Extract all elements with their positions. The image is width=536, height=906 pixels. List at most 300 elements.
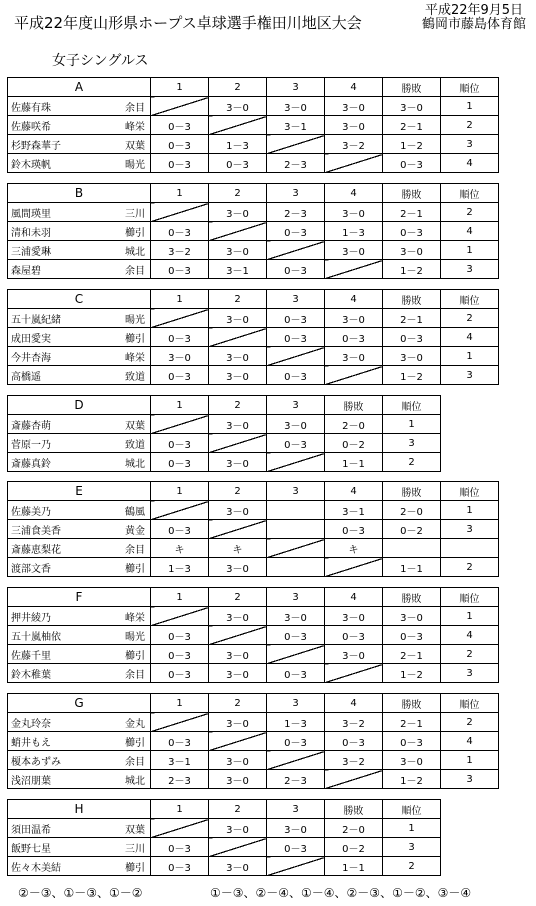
match-score: 0－3 (151, 366, 209, 385)
player-cell (8, 135, 151, 154)
self-cell (209, 328, 267, 347)
wins-header: 勝敗 (383, 694, 441, 713)
match-score: 0－3 (151, 838, 209, 857)
player-name: 成田愛実 (11, 333, 51, 345)
match-score: 0－3 (151, 328, 209, 347)
player-row (8, 626, 499, 645)
player-name: 鈴木稚葉 (11, 669, 51, 681)
win-loss: 1－2 (383, 260, 441, 279)
player-name: 菅原一乃 (11, 439, 51, 451)
self-cell (151, 607, 209, 626)
player-cell (8, 97, 151, 116)
self-cell (151, 501, 209, 520)
match-score: 3－1 (267, 116, 325, 135)
rank: 3 (441, 135, 499, 154)
player-row (8, 116, 499, 135)
match-score: 3－0 (209, 241, 267, 260)
player-name: 五十嵐紀緒 (11, 314, 61, 326)
win-loss: 2－0 (325, 415, 383, 434)
player-club: 双葉 (125, 420, 145, 432)
group-letter: G (8, 694, 151, 713)
column-number: 1 (151, 694, 209, 713)
column-number: 1 (151, 588, 209, 607)
player-club: 城北 (125, 458, 145, 470)
player-row (8, 154, 499, 173)
player-name: 佐藤有珠 (11, 102, 51, 114)
match-order-4: ①－③、②－④、①－④、②－③、①－②、③－④ (210, 886, 472, 900)
win-loss: 0－3 (383, 328, 441, 347)
player-club: 暘光 (125, 314, 145, 326)
player-cell (8, 116, 151, 135)
rank: 2 (441, 645, 499, 664)
wins-header: 勝敗 (383, 78, 441, 97)
match-score: 3－1 (209, 260, 267, 279)
match-score: 0－3 (151, 434, 209, 453)
column-number: 3 (267, 184, 325, 203)
match-score: 3－1 (151, 751, 209, 770)
column-number: 4 (325, 482, 383, 501)
group-letter: D (8, 396, 151, 415)
column-number: 1 (151, 184, 209, 203)
rank: 1 (441, 751, 499, 770)
self-cell (209, 732, 267, 751)
player-row (8, 713, 499, 732)
match-score: 0－3 (267, 626, 325, 645)
rank: 2 (441, 713, 499, 732)
rank-header: 順位 (441, 78, 499, 97)
match-score: 3－0 (209, 713, 267, 732)
player-row (8, 415, 441, 434)
win-loss: 3－0 (383, 347, 441, 366)
player-row (8, 501, 499, 520)
column-number: 3 (267, 694, 325, 713)
player-club: 黄金 (125, 525, 145, 537)
rank: 1 (441, 241, 499, 260)
player-cell (8, 415, 151, 434)
match-score: 0－3 (267, 260, 325, 279)
player-row (8, 607, 499, 626)
win-loss: 2－1 (383, 309, 441, 328)
match-score: 3－1 (325, 501, 383, 520)
win-loss: 0－3 (383, 222, 441, 241)
column-number: 4 (325, 290, 383, 309)
match-score: 3－0 (325, 203, 383, 222)
match-score: 3－0 (209, 770, 267, 789)
match-score: 2－3 (267, 154, 325, 173)
match-score: 3－0 (325, 241, 383, 260)
match-score: 0－3 (267, 222, 325, 241)
match-score: 0－3 (267, 366, 325, 385)
win-loss: 3－0 (383, 751, 441, 770)
rank: 3 (441, 664, 499, 683)
self-cell (209, 116, 267, 135)
column-number: 3 (267, 800, 325, 819)
player-club: 双葉 (125, 140, 145, 152)
match-score: 3－0 (209, 203, 267, 222)
column-number: 2 (209, 482, 267, 501)
player-club: 金丸 (125, 718, 145, 730)
self-cell (209, 838, 267, 857)
self-cell (209, 626, 267, 645)
player-club: 櫛引 (125, 333, 145, 345)
win-loss: 1－1 (383, 558, 441, 577)
match-score: 0－3 (151, 857, 209, 876)
column-number: 3 (267, 78, 325, 97)
match-score: 2－3 (267, 770, 325, 789)
player-name: 佐藤千里 (11, 650, 51, 662)
match-score: 3－0 (267, 415, 325, 434)
column-number: 2 (209, 396, 267, 415)
rank (441, 539, 499, 558)
match-score: 0－3 (267, 664, 325, 683)
match-score: 0－3 (267, 328, 325, 347)
match-score: 3－0 (325, 347, 383, 366)
column-number: 2 (209, 800, 267, 819)
self-cell (267, 135, 325, 154)
player-row (8, 347, 499, 366)
win-loss: 0－2 (325, 838, 383, 857)
player-name: 金丸玲奈 (11, 718, 51, 730)
rank: 4 (441, 732, 499, 751)
match-score: 3－0 (209, 645, 267, 664)
player-row (8, 664, 499, 683)
self-cell (267, 241, 325, 260)
group-letter: F (8, 588, 151, 607)
player-row (8, 241, 499, 260)
venue: 鶴岡市藤島体育館 (421, 17, 526, 32)
player-name: 佐々木美結 (11, 862, 61, 874)
match-score: 3－0 (267, 819, 325, 838)
match-score: 1－3 (325, 222, 383, 241)
match-score: 3－0 (325, 645, 383, 664)
match-score: 2－3 (151, 770, 209, 789)
group-table-g (7, 693, 499, 789)
win-loss: 1－2 (383, 664, 441, 683)
column-number: 2 (209, 290, 267, 309)
rank-header: 順位 (441, 184, 499, 203)
player-cell (8, 819, 151, 838)
match-score: 0－3 (267, 732, 325, 751)
player-cell (8, 520, 151, 539)
player-row (8, 366, 499, 385)
player-name: 森屋碧 (11, 265, 41, 277)
match-score: 3－0 (209, 453, 267, 472)
column-number: 4 (325, 694, 383, 713)
win-loss: 1－2 (383, 135, 441, 154)
self-cell (151, 203, 209, 222)
self-cell (267, 751, 325, 770)
group-table-a (7, 77, 499, 173)
self-cell (151, 415, 209, 434)
match-score: 2－3 (267, 203, 325, 222)
player-name: 渡部文香 (11, 563, 51, 575)
player-row (8, 135, 499, 154)
match-score: 3－2 (325, 713, 383, 732)
self-cell (209, 520, 267, 539)
rank: 1 (383, 415, 441, 434)
group-letter: E (8, 482, 151, 501)
column-number: 2 (209, 694, 267, 713)
player-name: 杉野森華子 (11, 140, 61, 152)
player-club: 三川 (125, 208, 145, 220)
player-club: 城北 (125, 775, 145, 787)
rank-header: 順位 (441, 694, 499, 713)
match-score: 3－0 (267, 97, 325, 116)
self-cell (325, 154, 383, 173)
self-cell (325, 770, 383, 789)
player-club: 余目 (125, 756, 145, 768)
column-number: 2 (209, 78, 267, 97)
player-club: 双葉 (125, 824, 145, 836)
rank: 1 (441, 607, 499, 626)
win-loss: 1－1 (325, 453, 383, 472)
player-cell (8, 347, 151, 366)
win-loss: 1－1 (325, 857, 383, 876)
event-date: 平成22年9月5日 (424, 3, 524, 18)
player-cell (8, 203, 151, 222)
player-name: 今井杏海 (11, 352, 51, 364)
match-score: 3－0 (325, 607, 383, 626)
self-cell (325, 366, 383, 385)
column-number: 4 (325, 184, 383, 203)
player-club: 三川 (125, 843, 145, 855)
player-cell (8, 434, 151, 453)
self-cell (267, 453, 325, 472)
column-number: 1 (151, 396, 209, 415)
player-name: 蛸井もえ (11, 737, 51, 749)
player-cell (8, 607, 151, 626)
group-table-c (7, 289, 499, 385)
player-cell (8, 770, 151, 789)
player-name: 清和未羽 (11, 227, 51, 239)
win-loss: 2－1 (383, 203, 441, 222)
player-club: 暘光 (125, 159, 145, 171)
player-cell (8, 732, 151, 751)
match-score: 3－2 (151, 241, 209, 260)
player-row (8, 857, 441, 876)
player-row (8, 260, 499, 279)
match-score: 3－0 (209, 366, 267, 385)
group-table-h (7, 799, 441, 876)
player-club: 城北 (125, 246, 145, 258)
player-club: 櫛引 (125, 650, 145, 662)
wins-header: 勝敗 (325, 800, 383, 819)
player-cell (8, 664, 151, 683)
self-cell (325, 664, 383, 683)
match-score: 0－3 (325, 732, 383, 751)
win-loss: 1－2 (383, 770, 441, 789)
column-number: 3 (267, 396, 325, 415)
player-cell (8, 154, 151, 173)
player-name: 榎本あずみ (11, 756, 61, 768)
match-score: 0－3 (151, 222, 209, 241)
wins-header: 勝敗 (383, 290, 441, 309)
match-score (267, 520, 325, 539)
match-score: キ (209, 539, 267, 558)
player-row (8, 453, 441, 472)
player-club: 余目 (125, 544, 145, 556)
column-number: 3 (267, 588, 325, 607)
player-cell (8, 626, 151, 645)
match-score: キ (151, 539, 209, 558)
player-cell (8, 366, 151, 385)
column-number: 1 (151, 78, 209, 97)
player-club: 櫛引 (125, 563, 145, 575)
player-name: 佐藤咲希 (11, 121, 51, 133)
rank: 2 (383, 453, 441, 472)
rank-header: 順位 (441, 588, 499, 607)
rank: 2 (383, 857, 441, 876)
group-table-b (7, 183, 499, 279)
rank: 4 (441, 222, 499, 241)
tournament-title: 平成22年度山形県ホープス卓球選手権田川地区大会 (14, 14, 362, 32)
match-score: 1－3 (267, 713, 325, 732)
rank: 2 (441, 203, 499, 222)
player-row (8, 732, 499, 751)
player-club: 櫛引 (125, 227, 145, 239)
rank: 3 (383, 838, 441, 857)
match-score: 0－3 (267, 309, 325, 328)
rank: 3 (441, 770, 499, 789)
match-score: 0－3 (151, 116, 209, 135)
self-cell (267, 645, 325, 664)
player-row (8, 222, 499, 241)
win-loss: 2－0 (325, 819, 383, 838)
match-score: 0－3 (267, 838, 325, 857)
group-table-f (7, 587, 499, 683)
player-cell (8, 713, 151, 732)
player-club: 余目 (125, 669, 145, 681)
player-name: 斎藤杏萌 (11, 420, 51, 432)
match-score: 0－3 (325, 626, 383, 645)
player-row (8, 770, 499, 789)
player-name: 飯野七星 (11, 843, 51, 855)
event-subtitle: 女子シングルス (52, 53, 149, 69)
group-letter: A (8, 78, 151, 97)
player-cell (8, 222, 151, 241)
match-score: 3－0 (151, 347, 209, 366)
column-number: 3 (267, 290, 325, 309)
match-score: 0－3 (151, 260, 209, 279)
player-club: 峰栄 (125, 612, 145, 624)
self-cell (151, 97, 209, 116)
player-name: 三浦食美香 (11, 525, 61, 537)
rank: 2 (441, 309, 499, 328)
player-cell (8, 328, 151, 347)
match-score: 1－3 (209, 135, 267, 154)
player-name: 佐藤美乃 (11, 506, 51, 518)
player-row (8, 751, 499, 770)
match-score: 3－0 (209, 857, 267, 876)
match-score: 3－0 (209, 664, 267, 683)
player-club: 余目 (125, 265, 145, 277)
player-row (8, 97, 499, 116)
rank: 3 (441, 366, 499, 385)
match-score: 0－3 (151, 520, 209, 539)
rank: 1 (441, 347, 499, 366)
player-name: 鈴木瑛帆 (11, 159, 51, 171)
match-score (267, 558, 325, 577)
player-cell (8, 241, 151, 260)
match-score (267, 501, 325, 520)
player-name: 三浦愛琳 (11, 246, 51, 258)
player-row (8, 558, 499, 577)
match-score: 3－0 (209, 97, 267, 116)
match-score: 3－0 (209, 751, 267, 770)
wins-header: 勝敗 (383, 482, 441, 501)
match-score: 3－0 (209, 501, 267, 520)
player-name: 浅沼朋葉 (11, 775, 51, 787)
win-loss: 3－0 (383, 241, 441, 260)
match-score: キ (325, 539, 383, 558)
player-cell (8, 838, 151, 857)
player-cell (8, 857, 151, 876)
player-club: 致道 (125, 371, 145, 383)
win-loss: 2－0 (383, 501, 441, 520)
group-letter: H (8, 800, 151, 819)
match-score: 0－3 (151, 645, 209, 664)
player-name: 須田温希 (11, 824, 51, 836)
win-loss: 0－3 (383, 626, 441, 645)
player-club: 櫛引 (125, 862, 145, 874)
player-cell (8, 309, 151, 328)
wins-header: 勝敗 (383, 184, 441, 203)
rank: 3 (441, 260, 499, 279)
match-score: 3－0 (325, 309, 383, 328)
player-name: 斎藤真鈴 (11, 458, 51, 470)
match-score: 0－3 (151, 453, 209, 472)
player-cell (8, 453, 151, 472)
player-row (8, 819, 441, 838)
group-letter: C (8, 290, 151, 309)
column-number: 4 (325, 78, 383, 97)
match-score: 3－0 (325, 97, 383, 116)
match-score: 0－3 (151, 626, 209, 645)
match-score: 0－3 (325, 520, 383, 539)
group-table-d (7, 395, 441, 472)
match-score: 0－3 (151, 664, 209, 683)
date-venue (422, 4, 526, 32)
win-loss: 0－2 (383, 520, 441, 539)
player-club: 櫛引 (125, 737, 145, 749)
rank: 3 (383, 434, 441, 453)
win-loss: 2－1 (383, 116, 441, 135)
match-score: 3－0 (267, 607, 325, 626)
rank: 4 (441, 154, 499, 173)
column-number: 1 (151, 482, 209, 501)
player-cell (8, 539, 151, 558)
player-cell (8, 501, 151, 520)
player-name: 風間瑛里 (11, 208, 51, 220)
wins-header: 勝敗 (383, 588, 441, 607)
group-table-e (7, 481, 499, 577)
match-score: 0－3 (325, 328, 383, 347)
match-score: 0－3 (151, 135, 209, 154)
match-score: 3－0 (209, 309, 267, 328)
player-row (8, 434, 441, 453)
player-club: 余目 (125, 102, 145, 114)
player-cell (8, 558, 151, 577)
match-score: 3－2 (325, 751, 383, 770)
player-club: 峰栄 (125, 352, 145, 364)
column-number: 3 (267, 482, 325, 501)
match-score: 3－0 (209, 347, 267, 366)
rank: 1 (383, 819, 441, 838)
win-loss: 0－3 (383, 154, 441, 173)
match-score: 3－0 (325, 116, 383, 135)
self-cell (267, 539, 325, 558)
match-score: 0－3 (151, 732, 209, 751)
